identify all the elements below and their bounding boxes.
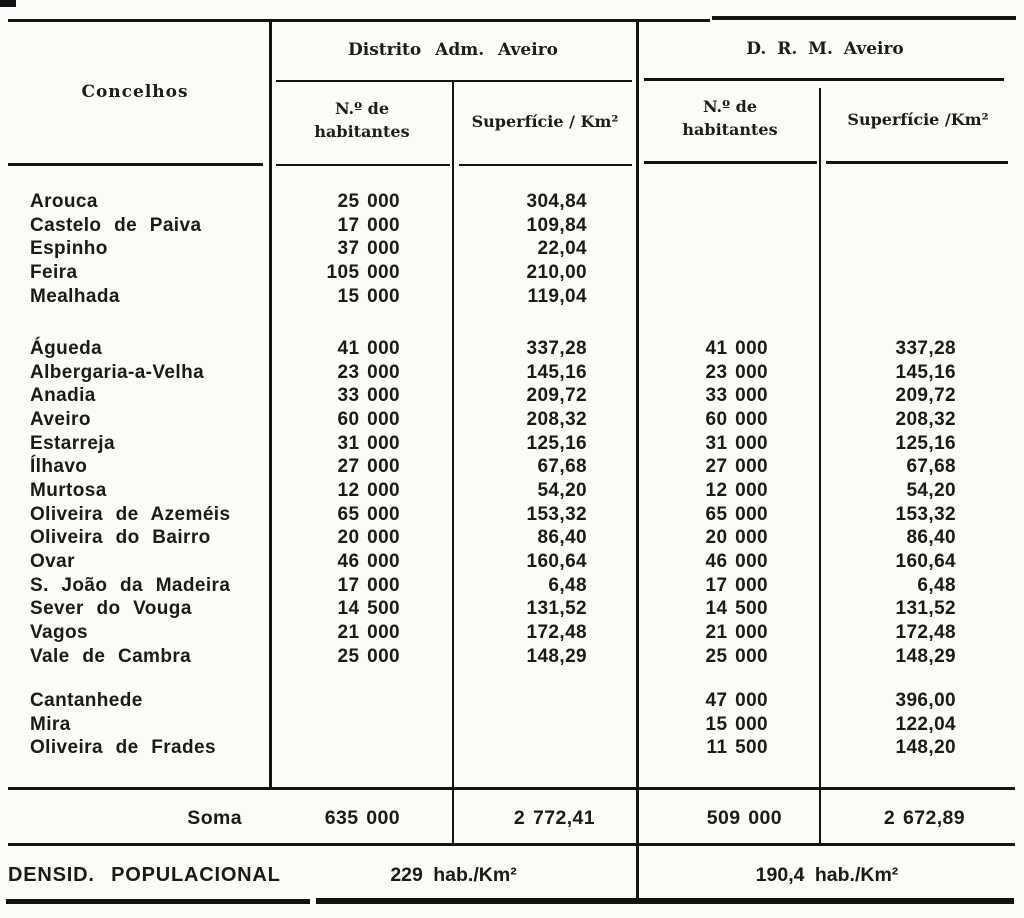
- group-header-drm-aveiro: D. R. M. Aveiro: [746, 39, 904, 59]
- cell-concelho-name: Aveiro: [30, 408, 91, 430]
- table-row: [0, 736, 1024, 760]
- cell-drm-habitantes: 60 000: [705, 408, 768, 430]
- cell-distrito-habitantes: 33 000: [337, 385, 400, 407]
- subheader-underline-concelhos: [8, 163, 263, 166]
- table-row: [0, 621, 1024, 645]
- cell-drm-superficie: 54,20: [906, 479, 956, 501]
- table-top-border-right: [712, 16, 1016, 20]
- cell-concelho-name: Estarreja: [30, 432, 115, 454]
- cell-concelho-name: Castelo de Paiva: [30, 214, 202, 236]
- cell-distrito-habitantes: 23 000: [337, 361, 400, 383]
- subheader-line2: habitantes: [682, 120, 778, 139]
- cell-distrito-superficie: 337,28: [526, 337, 587, 359]
- cell-concelho-name: Espinho: [30, 238, 108, 260]
- table-row: [0, 713, 1024, 737]
- cell-concelho-name: Feira: [30, 261, 78, 283]
- cell-distrito-superficie: 172,48: [526, 622, 587, 644]
- cell-drm-habitantes: 17 000: [705, 574, 768, 596]
- cell-distrito-habitantes: 31 000: [337, 432, 400, 454]
- subheader-distrito-superficie: Superfície / Km²: [471, 112, 619, 131]
- table-row: [0, 598, 1024, 622]
- cell-concelho-name: Albergaria-a-Velha: [30, 361, 205, 383]
- subheader-drm-superficie: Superfície /Km²: [847, 110, 989, 129]
- density-label: DENSID. POPULACIONAL: [8, 864, 281, 886]
- cell-distrito-habitantes: 17 000: [337, 574, 400, 596]
- cell-drm-superficie: 337,28: [895, 337, 956, 359]
- cell-distrito-habitantes: 65 000: [337, 503, 400, 525]
- density-drm-value: 190,4 hab./Km²: [755, 864, 899, 886]
- cell-distrito-habitantes: 12 000: [337, 479, 400, 501]
- density-distrito-value: 229 hab./Km²: [390, 864, 517, 886]
- cell-drm-habitantes: 14 500: [705, 598, 768, 620]
- cell-distrito-habitantes: 41 000: [337, 337, 400, 359]
- table-row: [0, 408, 1024, 432]
- cell-drm-superficie: 208,32: [895, 408, 956, 430]
- table-row: [0, 361, 1024, 385]
- cell-distrito-superficie: 109,84: [526, 214, 587, 236]
- table-body-group-3: [0, 689, 1024, 760]
- cell-drm-habitantes: 20 000: [705, 527, 768, 549]
- column-header-concelhos: Concelhos: [81, 82, 189, 102]
- cell-drm-superficie: 122,04: [895, 713, 956, 735]
- cell-concelho-name: Ílhavo: [30, 456, 88, 478]
- table-row: [0, 214, 1024, 238]
- cell-drm-superficie: 396,00: [895, 689, 956, 711]
- table-body-group-2: [0, 337, 1024, 669]
- cell-drm-superficie: 67,68: [906, 456, 956, 478]
- cell-concelho-name: Oliveira do Bairro: [30, 527, 211, 549]
- cell-concelho-name: Águeda: [30, 337, 103, 359]
- cell-concelho-name: Vale de Cambra: [30, 645, 192, 667]
- soma-drm-superficie: 2 672,89: [883, 806, 965, 829]
- cell-distrito-habitantes: 60 000: [337, 408, 400, 430]
- cell-distrito-superficie: 153,32: [526, 503, 587, 525]
- group-header-distrito-adm-aveiro: Distrito Adm. Aveiro: [348, 40, 558, 60]
- cell-concelho-name: Anadia: [30, 385, 96, 407]
- subheader-underline-sup1: [459, 164, 632, 166]
- cell-drm-habitantes: 31 000: [705, 432, 768, 454]
- table-row: [0, 190, 1024, 214]
- cell-drm-habitantes: 46 000: [705, 551, 768, 573]
- cell-concelho-name: Mira: [30, 713, 71, 735]
- cell-distrito-habitantes: 17 000: [337, 214, 400, 236]
- soma-distrito-habitantes: 635 000: [324, 806, 400, 829]
- group1-title-underline: [276, 80, 632, 82]
- table-row: [0, 337, 1024, 361]
- table-row: [0, 261, 1024, 285]
- cell-drm-superficie: 86,40: [906, 527, 956, 549]
- table-body-group-1: [0, 190, 1024, 308]
- cell-drm-superficie: 131,52: [895, 598, 956, 620]
- cell-concelho-name: Vagos: [30, 622, 88, 644]
- cell-distrito-habitantes: 46 000: [337, 551, 400, 573]
- cell-concelho-name: Ovar: [30, 551, 75, 573]
- subheader-distrito-habitantes: [272, 97, 452, 143]
- cell-distrito-superficie: 54,20: [537, 479, 587, 501]
- cell-distrito-superficie: 67,68: [537, 456, 587, 478]
- soma-row: [0, 798, 1024, 838]
- table-bottom-border-left: [6, 899, 310, 904]
- cell-drm-habitantes: 25 000: [705, 645, 768, 667]
- table-row: [0, 432, 1024, 456]
- subheader-line2: habitantes: [314, 122, 410, 141]
- table-row: [0, 285, 1024, 309]
- cell-drm-habitantes: 47 000: [705, 689, 768, 711]
- line-below-soma: [8, 843, 1015, 846]
- cell-distrito-superficie: 304,84: [526, 190, 587, 212]
- cell-drm-habitantes: 12 000: [705, 479, 768, 501]
- cell-distrito-superficie: 22,04: [537, 238, 587, 260]
- cell-concelho-name: Cantanhede: [30, 689, 143, 711]
- cell-distrito-superficie: 210,00: [526, 261, 587, 283]
- cell-distrito-habitantes: 20 000: [337, 527, 400, 549]
- cell-distrito-habitantes: 37 000: [337, 238, 400, 260]
- cell-distrito-superficie: 86,40: [537, 527, 587, 549]
- cell-distrito-habitantes: 14 500: [337, 598, 400, 620]
- cell-distrito-habitantes: 25 000: [337, 645, 400, 667]
- cell-distrito-superficie: 131,52: [526, 598, 587, 620]
- soma-label: Soma: [187, 806, 242, 829]
- cell-distrito-superficie: 145,16: [526, 361, 587, 383]
- soma-distrito-superficie: 2 772,41: [513, 806, 595, 829]
- scan-artifact-corner: [0, 0, 16, 7]
- cell-distrito-superficie: 148,29: [526, 645, 587, 667]
- cell-distrito-habitantes: 105 000: [326, 261, 400, 283]
- table-row: [0, 503, 1024, 527]
- cell-distrito-superficie: 6,48: [548, 574, 587, 596]
- cell-distrito-superficie: 119,04: [527, 285, 587, 307]
- cell-drm-habitantes: 65 000: [705, 503, 768, 525]
- subheader-line1: N.º de: [702, 97, 758, 116]
- cell-concelho-name: Oliveira de Frades: [30, 737, 216, 759]
- line-above-soma: [8, 787, 1015, 790]
- table-row: [0, 479, 1024, 503]
- table-row: [0, 574, 1024, 598]
- cell-drm-superficie: 153,32: [895, 503, 956, 525]
- cell-distrito-habitantes: 21 000: [337, 622, 400, 644]
- cell-drm-habitantes: 11 500: [706, 737, 768, 759]
- cell-drm-habitantes: 27 000: [705, 456, 768, 478]
- cell-drm-habitantes: 21 000: [705, 622, 768, 644]
- table-top-border-left: [8, 19, 710, 22]
- cell-distrito-habitantes: 27 000: [337, 456, 400, 478]
- cell-distrito-superficie: 125,16: [526, 432, 587, 454]
- cell-drm-superficie: 6,48: [917, 574, 956, 596]
- table-row: [0, 455, 1024, 479]
- table-row: [0, 527, 1024, 551]
- cell-concelho-name: Arouca: [30, 190, 98, 212]
- table-row: [0, 237, 1024, 261]
- table-bottom-border-right: [316, 898, 1014, 904]
- cell-distrito-habitantes: 15 000: [337, 285, 400, 307]
- cell-distrito-superficie: 208,32: [526, 408, 587, 430]
- subheader-drm-habitantes: [640, 95, 820, 141]
- table-row: [0, 550, 1024, 574]
- subheader-line1: N.º de: [334, 99, 390, 118]
- subheader-underline-hab2: [644, 161, 817, 164]
- cell-drm-superficie: 148,29: [895, 645, 956, 667]
- cell-drm-habitantes: 23 000: [705, 361, 768, 383]
- cell-drm-habitantes: 15 000: [705, 713, 768, 735]
- group2-title-underline: [644, 78, 1004, 81]
- subheader-underline-hab1: [276, 164, 450, 166]
- cell-drm-superficie: 172,48: [895, 622, 956, 644]
- cell-drm-habitantes: 33 000: [705, 385, 768, 407]
- table-row: [0, 384, 1024, 408]
- table-row: [0, 645, 1024, 669]
- cell-concelho-name: S. João da Madeira: [30, 574, 231, 596]
- cell-concelho-name: Murtosa: [30, 479, 107, 501]
- cell-drm-superficie: 148,20: [895, 737, 956, 759]
- soma-drm-habitantes: 509 000: [706, 806, 782, 829]
- cell-drm-superficie: 145,16: [895, 361, 956, 383]
- cell-distrito-superficie: 160,64: [526, 551, 587, 573]
- cell-distrito-habitantes: 25 000: [337, 190, 400, 212]
- cell-drm-habitantes: 41 000: [705, 337, 768, 359]
- cell-concelho-name: Mealhada: [30, 285, 120, 307]
- subheader-underline-sup2: [826, 161, 1008, 164]
- cell-drm-superficie: 125,16: [895, 432, 956, 454]
- cell-distrito-superficie: 209,72: [526, 385, 587, 407]
- cell-concelho-name: Oliveira de Azeméis: [30, 503, 231, 525]
- table-row: [0, 689, 1024, 713]
- cell-drm-superficie: 160,64: [895, 551, 956, 573]
- cell-drm-superficie: 209,72: [895, 385, 956, 407]
- cell-concelho-name: Sever do Vouga: [30, 598, 192, 620]
